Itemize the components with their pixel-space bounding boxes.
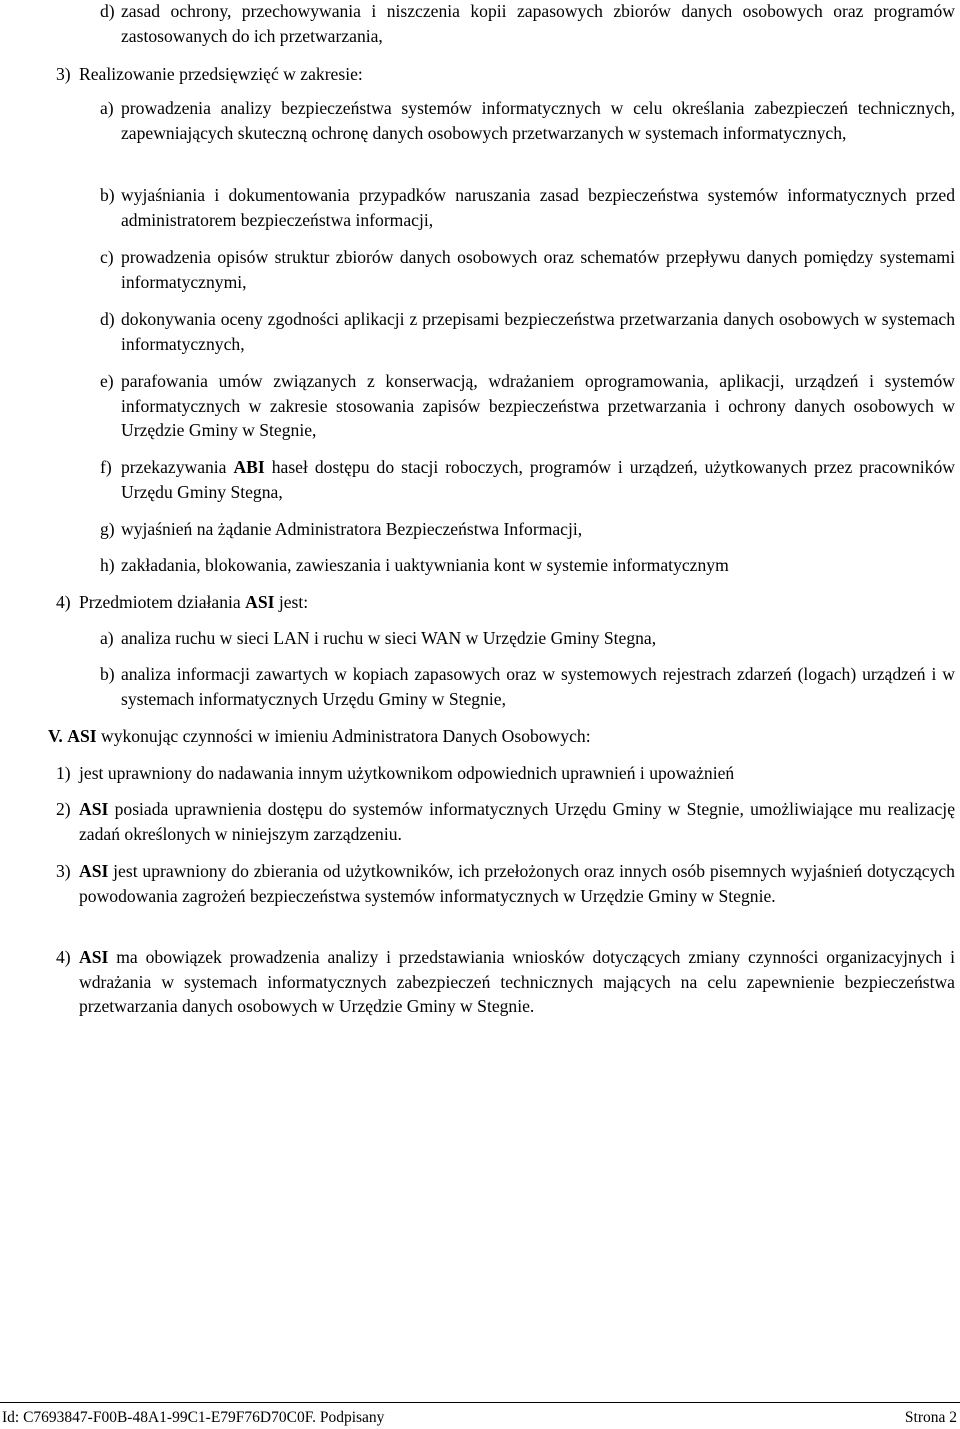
asi-bold: ASI <box>79 947 109 967</box>
footer-divider <box>0 1402 960 1403</box>
item-label: g) <box>100 519 115 539</box>
item-text: parafowania umów związanych z konserwacją, wdrażaniem oprogramowania, aplikacji, urządzeń i systemów informatycznych w zakresie stosowania zapisów bezpieczeństwa przetwarzania i ochrony danych osobowych w Urzędzie Gminy w Stegnie, <box>121 371 955 441</box>
asi-bold: ASI <box>79 799 109 819</box>
item-label: d) <box>100 309 115 329</box>
roman-numeral: V. <box>48 726 63 746</box>
item-label: d) <box>100 1 115 21</box>
item-text: jest uprawniony do zbierania od użytkowników, ich przełożonych oraz innych osób pisemnych wyjaśnień dotyczących powodowania zagrożeń bezpieczeństwa systemów informatycznych w Urzędzie Gminy w Stegnie. <box>79 861 955 906</box>
section-label: 3) <box>56 64 71 84</box>
section-3-item-a <box>100 96 955 145</box>
section-3-heading <box>56 62 955 87</box>
section-text: wykonując czynności w imieniu Administratora Danych Osobowych: <box>101 726 591 746</box>
abi-bold: ABI <box>233 457 265 477</box>
section-4-item-b <box>100 662 955 711</box>
section-5-item-4 <box>56 945 955 1019</box>
item-label: b) <box>100 185 115 205</box>
item-text: analiza ruchu w sieci LAN i ruchu w sieci WAN w Urzędzie Gminy Stegna, <box>121 628 657 648</box>
item-label: 1) <box>56 763 71 783</box>
item-label: a) <box>100 98 114 118</box>
section-text-before: Przedmiotem działania <box>79 592 241 612</box>
item-3-d-prev <box>100 0 955 48</box>
footer-page-number: Strona 2 <box>904 1409 957 1426</box>
item-label: 2) <box>56 799 71 819</box>
section-3-item-b <box>100 183 955 232</box>
section-3-item-g <box>100 517 955 542</box>
item-label: f) <box>100 457 112 477</box>
item-text: dokonywania oceny zgodności aplikacji z przepisami bezpieczeństwa przetwarzania danych osobowych w systemach informatycznych, <box>121 309 955 354</box>
section-text: Realizowanie przedsięwzięć w zakresie: <box>79 64 363 84</box>
item-text: jest uprawniony do nadawania innym użytkownikom odpowiednich uprawnień i upoważnień <box>79 763 735 783</box>
item-text: zakładania, blokowania, zawieszania i uaktywniania kont w systemie informatycznym <box>121 555 729 575</box>
section-4-item-a <box>100 626 955 651</box>
asi-bold: ASI <box>67 726 97 746</box>
item-text-before: przekazywania <box>121 457 227 477</box>
footer-document-id: Id: C7693847-F00B-48A1-99C1-E79F76D70C0F. Podpisany <box>2 1409 385 1426</box>
section-label: 4) <box>56 592 71 612</box>
item-label: 4) <box>56 947 71 967</box>
section-4-heading <box>56 590 955 615</box>
asi-bold: ASI <box>245 592 275 612</box>
section-3-item-f <box>100 455 955 504</box>
item-text: zasad ochrony, przechowywania i niszczenia kopii zapasowych zbiorów danych osobowych oraz programów zastosowanych do ich przetwarzania, <box>121 1 955 46</box>
section-text-after: jest: <box>278 592 309 612</box>
section-3-item-h <box>100 553 955 578</box>
section-5-heading <box>48 724 955 749</box>
item-label: a) <box>100 628 114 648</box>
item-label: 3) <box>56 861 71 881</box>
section-3-item-d <box>100 307 955 356</box>
item-label: h) <box>100 555 115 575</box>
item-label: e) <box>100 371 114 391</box>
item-text: prowadzenia analizy bezpieczeństwa systemów informatycznych w celu określania zabezpieczeń technicznych, zapewniających skuteczną ochronę danych osobowych przetwarzanych w systemach informatycznych, <box>121 98 955 143</box>
section-3-item-c <box>100 245 955 294</box>
item-text: analiza informacji zawartych w kopiach zapasowych oraz w systemowych rejestrach zdarzeń (logach) urządzeń i w systemach informatycznych Urzędu Gminy w Stegnie, <box>121 664 955 709</box>
item-text: prowadzenia opisów struktur zbiorów danych osobowych oraz schematów przepływu danych pomiędzy systemami informatycznymi, <box>121 247 955 292</box>
item-text: wyjaśniania i dokumentowania przypadków naruszania zasad bezpieczeństwa systemów informatycznych przed administratorem bezpieczeństwa informacji, <box>121 185 955 230</box>
item-text-after: haseł dostępu do stacji roboczych, programów i urządzeń, użytkowanych przez pracowników Urzędu Gminy Stegna, <box>121 457 955 502</box>
item-label: b) <box>100 664 115 684</box>
asi-bold: ASI <box>79 861 109 881</box>
section-5-item-2 <box>56 797 955 846</box>
item-label: c) <box>100 247 114 267</box>
item-text: posiada uprawnienia dostępu do systemów informatycznych Urzędu Gminy w Stegnie, umożliwiające mu realizację zadań określonych w niniejszym zarządzeniu. <box>79 799 956 844</box>
item-text: ma obowiązek prowadzenia analizy i przedstawiania wniosków dotyczących zmiany czynności organizacyjnych i wdrażania w systemach informatycznych zabezpieczeń technicznych mających na celu zapewnienie bezpieczeństwa przetwarzania danych osobowych w Urzędzie Gminy w Stegnie. <box>79 947 955 1017</box>
section-5-item-3 <box>56 859 955 908</box>
section-5-item-1 <box>56 761 955 786</box>
section-3-item-e <box>100 369 955 443</box>
item-text: wyjaśnień na żądanie Administratora Bezpieczeństwa Informacji, <box>121 519 583 539</box>
